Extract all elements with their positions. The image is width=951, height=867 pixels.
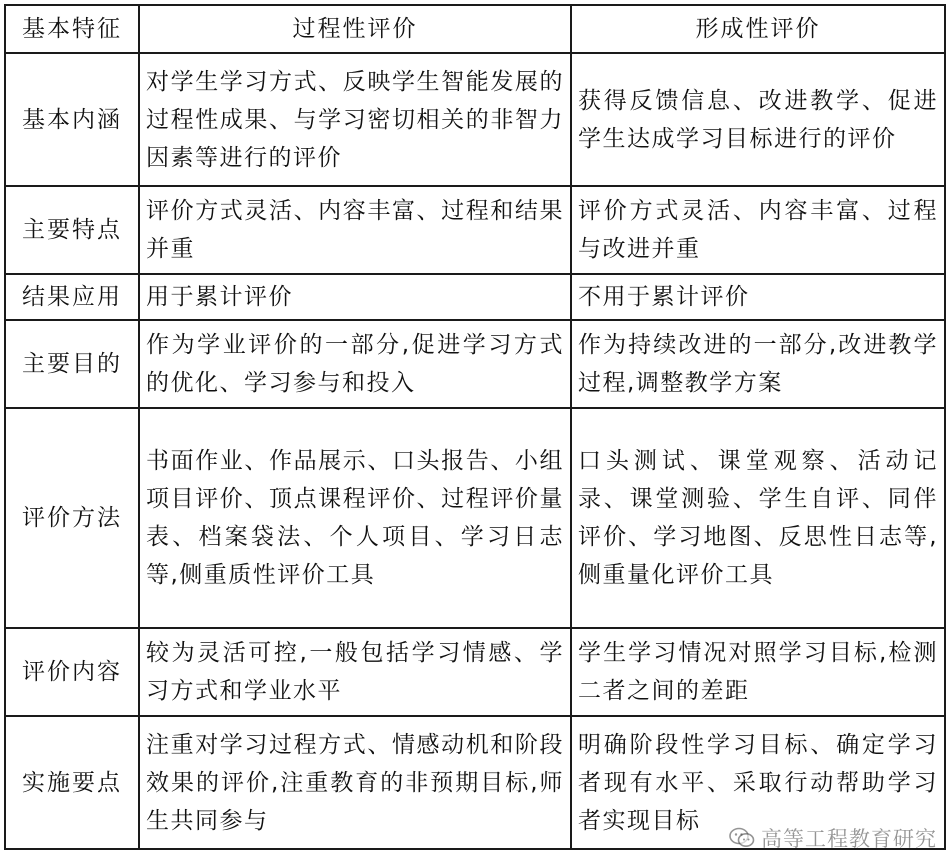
row-label: 评价内容 [5,628,139,716]
formative-cell: 明确阶段性学习目标、确定学习者现有水平、采取行动帮助学习者实现目标 [571,716,945,849]
process-cell: 对学生学习方式、反映学生智能发展的过程性成果、与学习密切相关的非智力因素等进行的评价 [139,53,571,186]
table-row [5,53,945,186]
row-label: 实施要点 [5,716,139,849]
row-label: 基本内涵 [5,53,139,186]
formative-cell: 评价方式灵活、内容丰富、过程与改进并重 [571,186,945,274]
process-cell: 评价方式灵活、内容丰富、过程和结果并重 [139,186,571,274]
formative-cell: 获得反馈信息、改进教学、促进学生达成学习目标进行的评价 [571,53,945,186]
header-process-evaluation: 过程性评价 [139,5,571,53]
table-row [5,408,945,628]
table-row [5,628,945,716]
process-cell: 书面作业、作品展示、口头报告、小组项目评价、顶点课程评价、过程评价量表、档案袋法、个人项目、学习日志等,侧重质性评价工具 [139,408,571,628]
wechat-icon [729,827,755,849]
header-row [5,5,945,53]
table-row [5,274,945,320]
process-cell: 作为学业评价的一部分,促进学习方式的优化、学习参与和投入 [139,320,571,408]
row-label: 主要目的 [5,320,139,408]
watermark [729,823,937,853]
formative-cell: 不用于累计评价 [571,274,945,320]
row-label: 评价方法 [5,408,139,628]
comparison-table [4,4,946,850]
process-cell: 较为灵活可控,一般包括学习情感、学习方式和学业水平 [139,628,571,716]
process-cell: 用于累计评价 [139,274,571,320]
header-basic-feature: 基本特征 [5,5,139,53]
formative-cell: 作为持续改进的一部分,改进教学过程,调整教学方案 [571,320,945,408]
row-label: 主要特点 [5,186,139,274]
process-cell: 注重对学习过程方式、情感动机和阶段效果的评价,注重教育的非预期目标,师生共同参与 [139,716,571,849]
table-row [5,320,945,408]
header-formative-evaluation: 形成性评价 [571,5,945,53]
watermark-text: 高等工程教育研究 [761,827,937,851]
table-row [5,186,945,274]
row-label: 结果应用 [5,274,139,320]
formative-cell: 口头测试、课堂观察、活动记录、课堂测验、学生自评、同伴评价、学习地图、反思性日志等,侧重量化评价工具 [571,408,945,628]
formative-cell: 学生学习情况对照学习目标,检测二者之间的差距 [571,628,945,716]
